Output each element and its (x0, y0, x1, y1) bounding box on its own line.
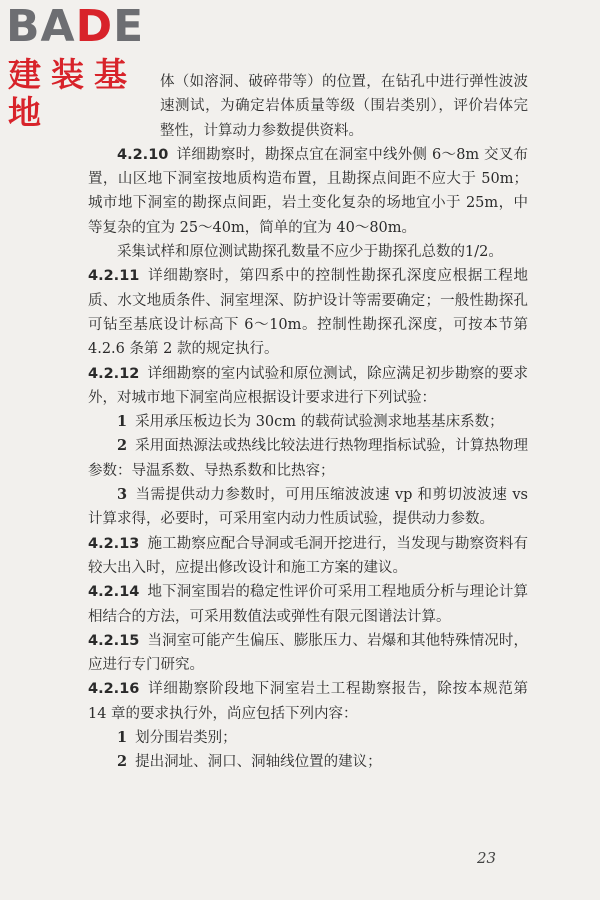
paragraph-sampling: 采集试样和原位测试勘探孔数量不应少于勘探孔总数的1/2。 (117, 244, 503, 261)
list-item: 3 当需提供动力参数时，可用压缩波波速 vp 和剪切波波速 vs 计算求得，必要时，可采用室内动力性质试验，提供动力参数。 (88, 486, 528, 528)
clause-4-2-11: 4.2.11 详细勘察时，第四系中的控制性勘探孔深度应根据工程地质、水文地质条件、洞室埋深、防护设计等需要确定；一般性勘探孔可钻至基底设计标高下 6～10m。控制性勘探孔深度，可按本节第 4.2.6 条第 2 款的规定执行。 (88, 268, 528, 358)
clause-4-2-16: 4.2.16 详细勘察阶段地下洞室岩土工程勘察报告，除按本规范第 14 章的要求执行外，尚应包括下列内容： (88, 681, 528, 722)
page-number: 23 (477, 849, 497, 867)
document-body (88, 70, 528, 775)
clause-4-2-10: 4.2.10 详细勘察时，勘探点宜在洞室中线外侧 6～8m 交叉布置，山区地下洞室按地质构造布置，且勘探点间距不应大于 50m；城市地下洞室的勘探点间距，岩土变化复杂的场地宜小于 25m，中等复杂的宜为 25～40m，简单的宜为 40～80m。 (88, 146, 528, 236)
clause-4-2-12: 4.2.12 详细勘察的室内试验和原位测试，除应满足初步勘察的要求外，对城市地下洞室尚应根据设计要求进行下列试验： (88, 365, 528, 406)
list-item: 2 采用面热源法或热线比较法进行热物理指标试验，计算热物理参数：导温系数、导热系数和比热容； (88, 437, 528, 479)
paragraph-continuation: 体（如溶洞、破碎带等）的位置，在钻孔中进行弹性波波速测试，为确定岩体质量等级（围岩类别），评价岩体完整性，计算动力参数提供资料。 (160, 74, 528, 139)
list-item: 2 提出洞址、洞口、洞轴线位置的建议； (117, 753, 382, 771)
clause-4-2-15: 4.2.15 当洞室可能产生偏压、膨胀压力、岩爆和其他特殊情况时，应进行专门研究。 (88, 632, 528, 674)
clause-4-2-13: 4.2.13 施工勘察应配合导洞或毛洞开挖进行，当发现与勘察资料有较大出入时，应提出修改设计和施工方案的建议。 (88, 535, 528, 576)
list-item: 1 采用承压板边长为 30cm 的载荷试验测求地基基床系数； (117, 413, 504, 431)
list-item: 1 划分围岩类别； (117, 729, 237, 747)
logo-wordmark: BADE (6, 1, 145, 52)
clause-4-2-14: 4.2.14 地下洞室围岩的稳定性评价可采用工程地质分析与理论计算相结合的方法，可采用数值法或弹性有限元图谱法计算。 (88, 584, 528, 625)
logo-subtitle: 建装基地 (8, 55, 137, 132)
